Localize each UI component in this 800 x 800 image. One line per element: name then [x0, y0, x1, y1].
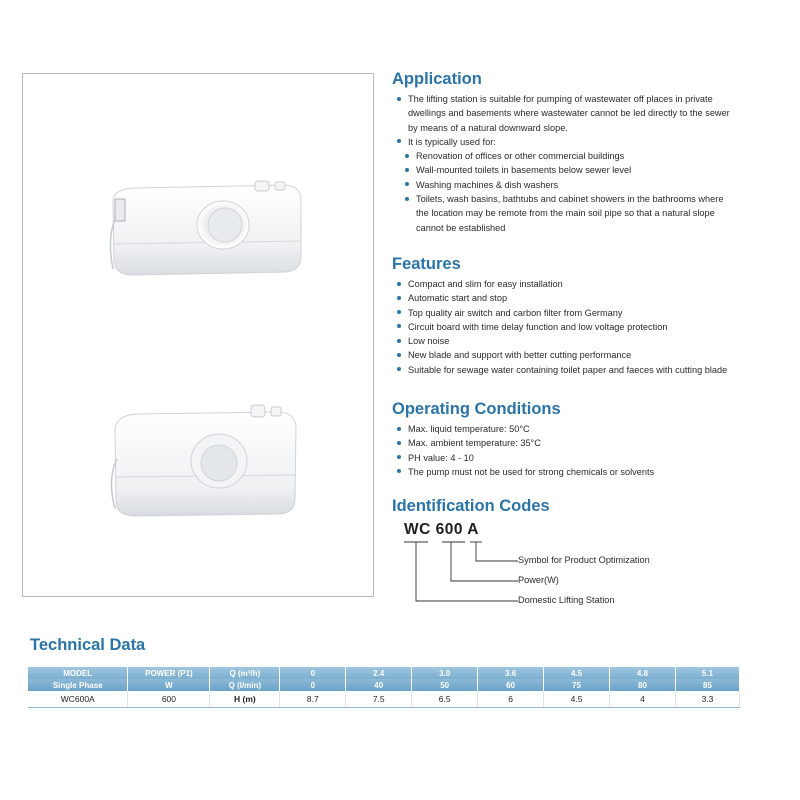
table-cell: 6: [478, 691, 544, 708]
table-cell: 3.0: [412, 667, 478, 679]
table-header-row: [28, 679, 740, 691]
code-label-power: Power(W): [518, 575, 559, 585]
list-item: The lifting station is suitable for pumping of wastewater off places in private dwellings and basements where wastewater cannot be led directly to the sewer by means of a natural downward slope.: [392, 92, 732, 135]
table-cell: 0: [280, 679, 346, 691]
table-cell: WC600A: [28, 691, 128, 708]
lifting-station-image-front: [105, 179, 315, 289]
table-cell: POWER (P1): [128, 667, 210, 679]
list-item: PH value: 4 - 10: [392, 451, 654, 465]
table-cell: 3.6: [478, 667, 544, 679]
table-cell: 40: [346, 679, 412, 691]
table-cell: 2.4: [346, 667, 412, 679]
table-cell: 50: [412, 679, 478, 691]
table-cell: 85: [675, 679, 739, 691]
operating-conditions-list: [392, 422, 654, 479]
table-cell: Q (l/min): [210, 679, 280, 691]
table-cell: H (m): [210, 691, 280, 708]
list-item: Toilets, wash basins, bathtubs and cabinet showers in the bathrooms where the location may be remote from the main soil pipe so that a natural slope cannot be established: [392, 192, 732, 235]
list-item: Automatic start and stop: [392, 291, 727, 305]
table-cell: 7.5: [346, 691, 412, 708]
list-item: Max. liquid temperature: 50°C: [392, 422, 654, 436]
list-item: Top quality air switch and carbon filter from Germany: [392, 306, 727, 320]
code-label-symbol: Symbol for Product Optimization: [518, 555, 650, 565]
table-cell: Single Phase: [28, 679, 128, 691]
identification-codes-title: Identification Codes: [392, 497, 550, 515]
code-label-station: Domestic Lifting Station: [518, 595, 615, 605]
list-item: Low noise: [392, 334, 727, 348]
features-list: [392, 277, 727, 377]
application-list: [392, 92, 732, 235]
table-cell: 0: [280, 667, 346, 679]
table-cell: Q (m³/h): [210, 667, 280, 679]
list-item: Washing machines & dish washers: [392, 178, 732, 192]
table-cell: 75: [544, 679, 610, 691]
table-cell: 80: [610, 679, 676, 691]
application-title: Application: [392, 70, 482, 88]
technical-data-title: Technical Data: [30, 636, 146, 654]
operating-conditions-title: Operating Conditions: [392, 400, 561, 418]
list-item: Suitable for sewage water containing toilet paper and faeces with cutting blade: [392, 363, 727, 377]
list-item: It is typically used for:: [392, 135, 732, 149]
operating-conditions-section: [392, 398, 654, 479]
table-cell: 4.5: [544, 667, 610, 679]
list-item: New blade and support with better cutting performance: [392, 348, 727, 362]
list-item: The pump must not be used for strong chemicals or solvents: [392, 465, 654, 479]
table-cell: 60: [478, 679, 544, 691]
table-cell: 6.5: [412, 691, 478, 708]
list-item: Max. ambient temperature: 35°C: [392, 436, 654, 450]
table-cell: 3.3: [675, 691, 739, 708]
table-cell: 4.5: [544, 691, 610, 708]
application-section: [392, 68, 732, 235]
table-header-row: [28, 667, 740, 679]
list-item: Compact and slim for easy installation: [392, 277, 727, 291]
table-cell: MODEL: [28, 667, 128, 679]
table-cell: 5.1: [675, 667, 739, 679]
technical-data-table: [28, 667, 740, 708]
list-item: Circuit board with time delay function and low voltage protection: [392, 320, 727, 334]
list-item: Wall-mounted toilets in basements below sewer level: [392, 163, 732, 177]
model-code: WC 600 A: [404, 521, 479, 538]
code-leader-lines: [402, 539, 522, 609]
features-title: Features: [392, 255, 461, 273]
table-cell: 4.8: [610, 667, 676, 679]
identification-codes-section: [392, 495, 732, 605]
table-cell: 8.7: [280, 691, 346, 708]
list-item: Renovation of offices or other commercial buildings: [392, 149, 732, 163]
lifting-station-image-angled: [101, 399, 311, 529]
table-row: [28, 691, 740, 708]
table-cell: 600: [128, 691, 210, 708]
table-cell: W: [128, 679, 210, 691]
product-photo-panel: [22, 73, 374, 597]
table-cell: 4: [610, 691, 676, 708]
features-section: [392, 253, 727, 377]
